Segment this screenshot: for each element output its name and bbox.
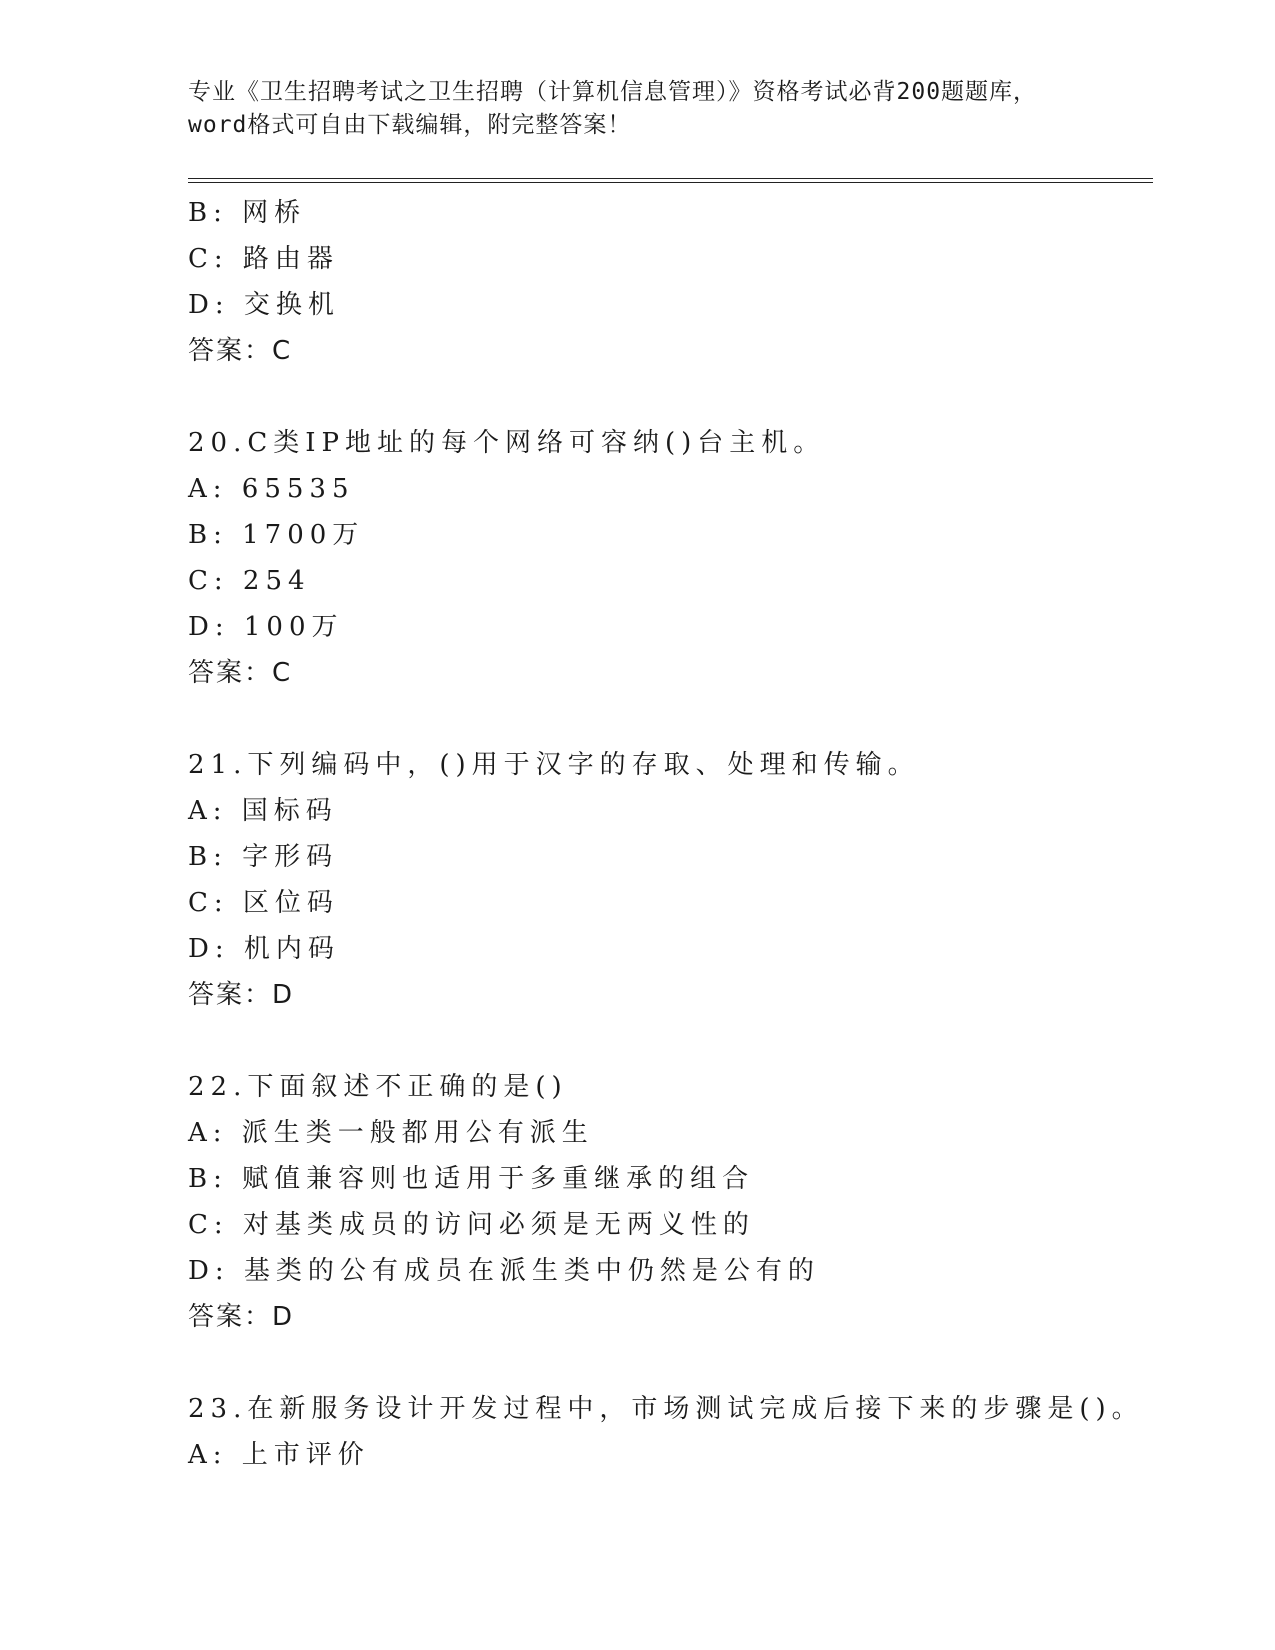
answer-line: 答案：D bbox=[188, 980, 295, 1010]
option-b: B: 字形码 bbox=[188, 842, 339, 872]
answer-line: 答案：C bbox=[188, 336, 293, 366]
option-d: D: 100万 bbox=[188, 612, 344, 642]
header-divider-bottom bbox=[188, 182, 1153, 183]
question-text: 23.在新服务设计开发过程中，市场测试完成后接下来的步骤是()。 bbox=[188, 1394, 1144, 1424]
document-header bbox=[188, 76, 1088, 142]
answer-line: 答案：D bbox=[188, 1302, 295, 1332]
option-b: B: 赋值兼容则也适用于多重继承的组合 bbox=[188, 1164, 755, 1194]
spacer bbox=[188, 374, 1148, 420]
question-list bbox=[188, 190, 1148, 1478]
option-a: A: 国标码 bbox=[188, 796, 338, 826]
answer-line: 答案：C bbox=[188, 658, 293, 688]
question-text: 21.下列编码中，()用于汉字的存取、处理和传输。 bbox=[188, 750, 920, 780]
option-d: D: 基类的公有成员在派生类中仍然是公有的 bbox=[188, 1256, 820, 1286]
header-divider-top bbox=[188, 178, 1153, 179]
spacer bbox=[188, 1340, 1148, 1386]
option-a: A: 65535 bbox=[188, 474, 355, 504]
option-a: A: 派生类一般都用公有派生 bbox=[188, 1118, 594, 1148]
header-title-line-1: 专业《卫生招聘考试之卫生招聘（计算机信息管理）》资格考试必背200题题库， bbox=[188, 79, 1038, 105]
header-title-line-2: word格式可自由下载编辑，附完整答案！ bbox=[188, 112, 632, 138]
option-d: D: 机内码 bbox=[188, 934, 340, 964]
question-block-23 bbox=[188, 1386, 1148, 1478]
question-block-21 bbox=[188, 742, 1148, 1018]
question-text: 20.C类IP地址的每个网络可容纳()台主机。 bbox=[188, 428, 826, 458]
option-a: A: 上市评价 bbox=[188, 1440, 370, 1470]
spacer bbox=[188, 1018, 1148, 1064]
question-text: 22.下面叙述不正确的是() bbox=[188, 1072, 568, 1102]
option-c: C: 对基类成员的访问必须是无两义性的 bbox=[188, 1210, 755, 1240]
question-block-19-continued bbox=[188, 190, 1148, 374]
option-b: B: 1700万 bbox=[188, 520, 365, 550]
option-c: C: 254 bbox=[188, 566, 311, 596]
option-c: C: 区位码 bbox=[188, 888, 339, 918]
spacer bbox=[188, 696, 1148, 742]
option-b: B: 网桥 bbox=[188, 198, 307, 228]
question-block-22 bbox=[188, 1064, 1148, 1340]
option-c: C: 路由器 bbox=[188, 244, 339, 274]
option-d: D: 交换机 bbox=[188, 290, 340, 320]
question-block-20 bbox=[188, 420, 1148, 696]
